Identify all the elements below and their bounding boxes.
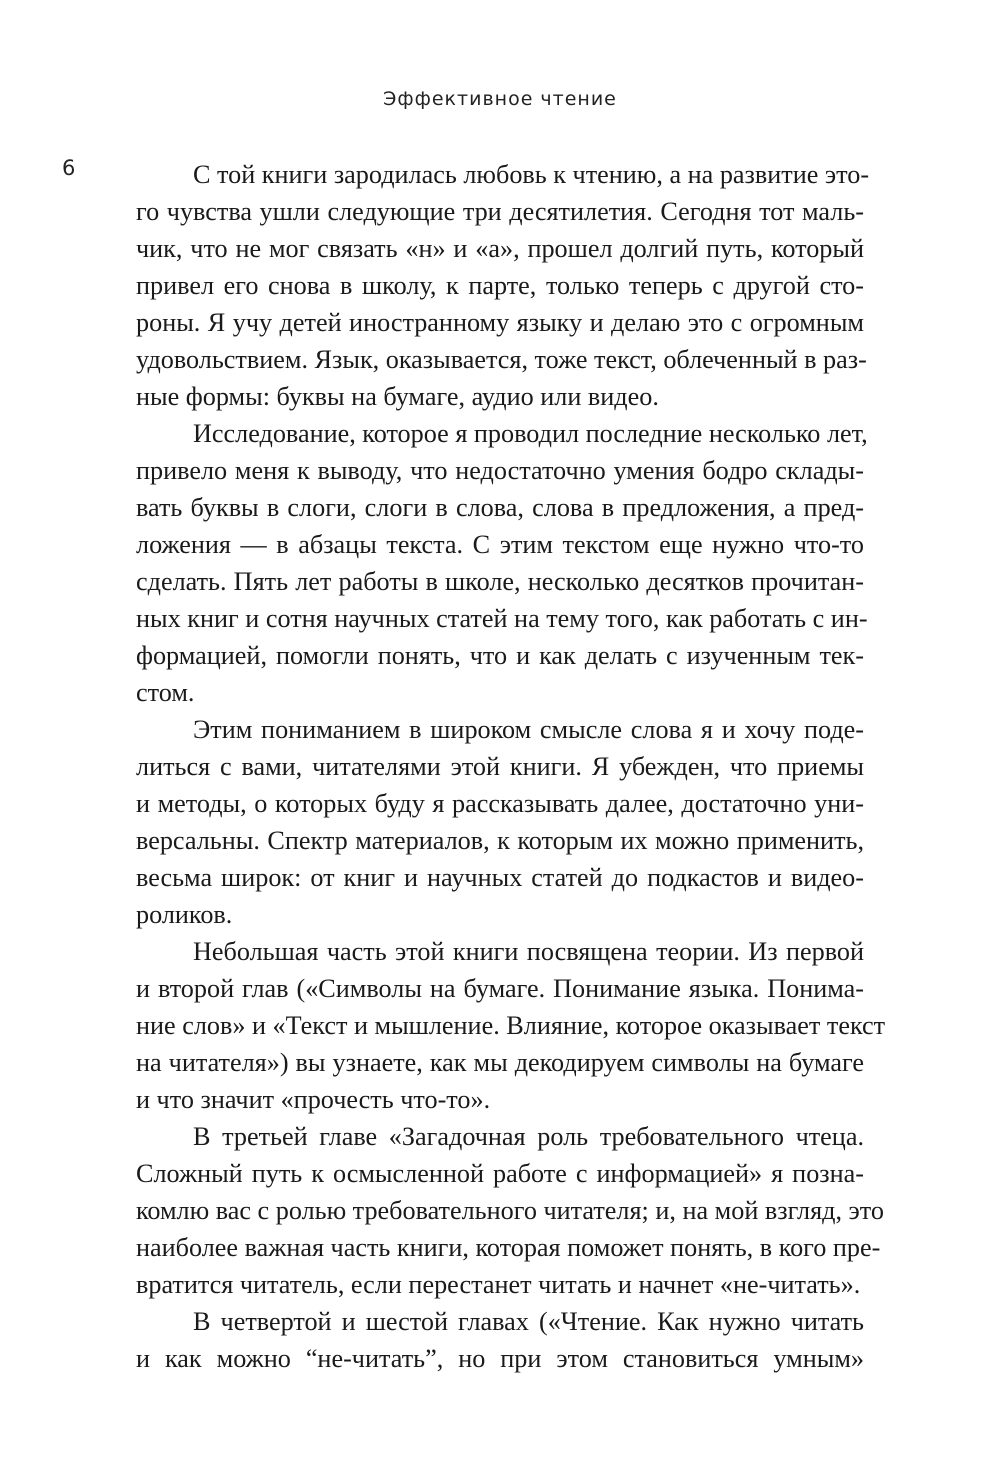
body-text (136, 156, 886, 1377)
paragraph-4 (136, 933, 886, 1118)
page-number: 6 (62, 156, 76, 180)
text-line: комлю вас с ролью требовательного читателя; и, на мой взгляд, это (136, 1196, 884, 1225)
paragraph-2 (136, 415, 868, 711)
text-line: Исследование, которое я проводил последние несколько лет, (193, 419, 868, 448)
text-line: удовольствием. Язык, оказывается, тоже текст, облеченный в раз- (136, 345, 867, 374)
text-line: ложения — в абзацы текста. С этим текстом еще нужно что-то (136, 530, 864, 559)
text-line: весьма широк: от книг и научных статей до подкастов и видео- (136, 863, 864, 892)
text-line: и второй глав («Символы на бумаге. Понимание языка. Понима- (136, 974, 864, 1003)
text-line: ние слов» и «Текст и мышление. Влияние, которое оказывает текст (136, 1011, 886, 1040)
text-line: сделать. Пять лет работы в школе, несколько десятков прочитан- (136, 567, 864, 596)
text-line: стом. (136, 678, 195, 707)
text-line: наиболее важная часть книги, которая поможет понять, в кого пре- (136, 1233, 881, 1262)
text-line: В четвертой и шестой главах («Чтение. Как нужно читать (193, 1307, 864, 1336)
text-line: привело меня к выводу, что недостаточно умения бодро склады- (136, 456, 864, 485)
text-line: и методы, о которых буду я рассказывать далее, достаточно уни- (136, 789, 864, 818)
text-line: версальны. Спектр материалов, к которым их можно применить, (136, 826, 864, 855)
text-line: ные формы: буквы на бумаге, аудио или видео. (136, 382, 659, 411)
running-header: Эффективное чтение (383, 88, 617, 110)
text-line: С той книги зародилась любовь к чтению, а на развитие это- (193, 160, 870, 189)
text-line: и как можно “не-читать”, но при этом становиться умным» (136, 1344, 864, 1373)
text-line: Этим пониманием в широком смысле слова я и хочу поде- (193, 715, 864, 744)
text-line: литься с вами, читателями этой книги. Я убежден, что приемы (136, 752, 864, 781)
text-line: чик, что не мог связать «н» и «а», прошел долгий путь, который (136, 234, 864, 263)
text-line: на читателя») вы узнаете, как мы декодируем символы на бумаге (136, 1048, 864, 1077)
text-line: В третьей главе «Загадочная роль требовательного чтеца. (193, 1122, 864, 1151)
text-line: и что значит «прочесть что-то». (136, 1085, 491, 1114)
text-line: роликов. (136, 900, 233, 929)
text-line: вать буквы в слоги, слоги в слова, слова в предложения, а пред- (136, 493, 864, 522)
paragraph-3 (136, 711, 864, 933)
text-line: привел его снова в школу, к парте, только теперь с другой сто- (136, 271, 864, 300)
text-line: вратится читатель, если перестанет читать и начнет «не-читать». (136, 1270, 861, 1299)
text-line: ных книг и сотня научных статей на тему того, как работать с ин- (136, 604, 868, 633)
text-line: Небольшая часть этой книги посвящена теории. Из первой (193, 937, 864, 966)
text-line: формацией, помогли понять, что и как делать с изученным тек- (136, 641, 864, 670)
paragraph-6 (136, 1303, 864, 1377)
paragraph-1 (136, 156, 870, 415)
text-line: роны. Я учу детей иностранному языку и делаю это с огромным (136, 308, 864, 337)
paragraph-5 (136, 1118, 884, 1303)
text-line: го чувства ушли следующие три десятилетия. Сегодня тот маль- (136, 197, 864, 226)
text-line: Сложный путь к осмысленной работе с информацией» я позна- (136, 1159, 864, 1188)
